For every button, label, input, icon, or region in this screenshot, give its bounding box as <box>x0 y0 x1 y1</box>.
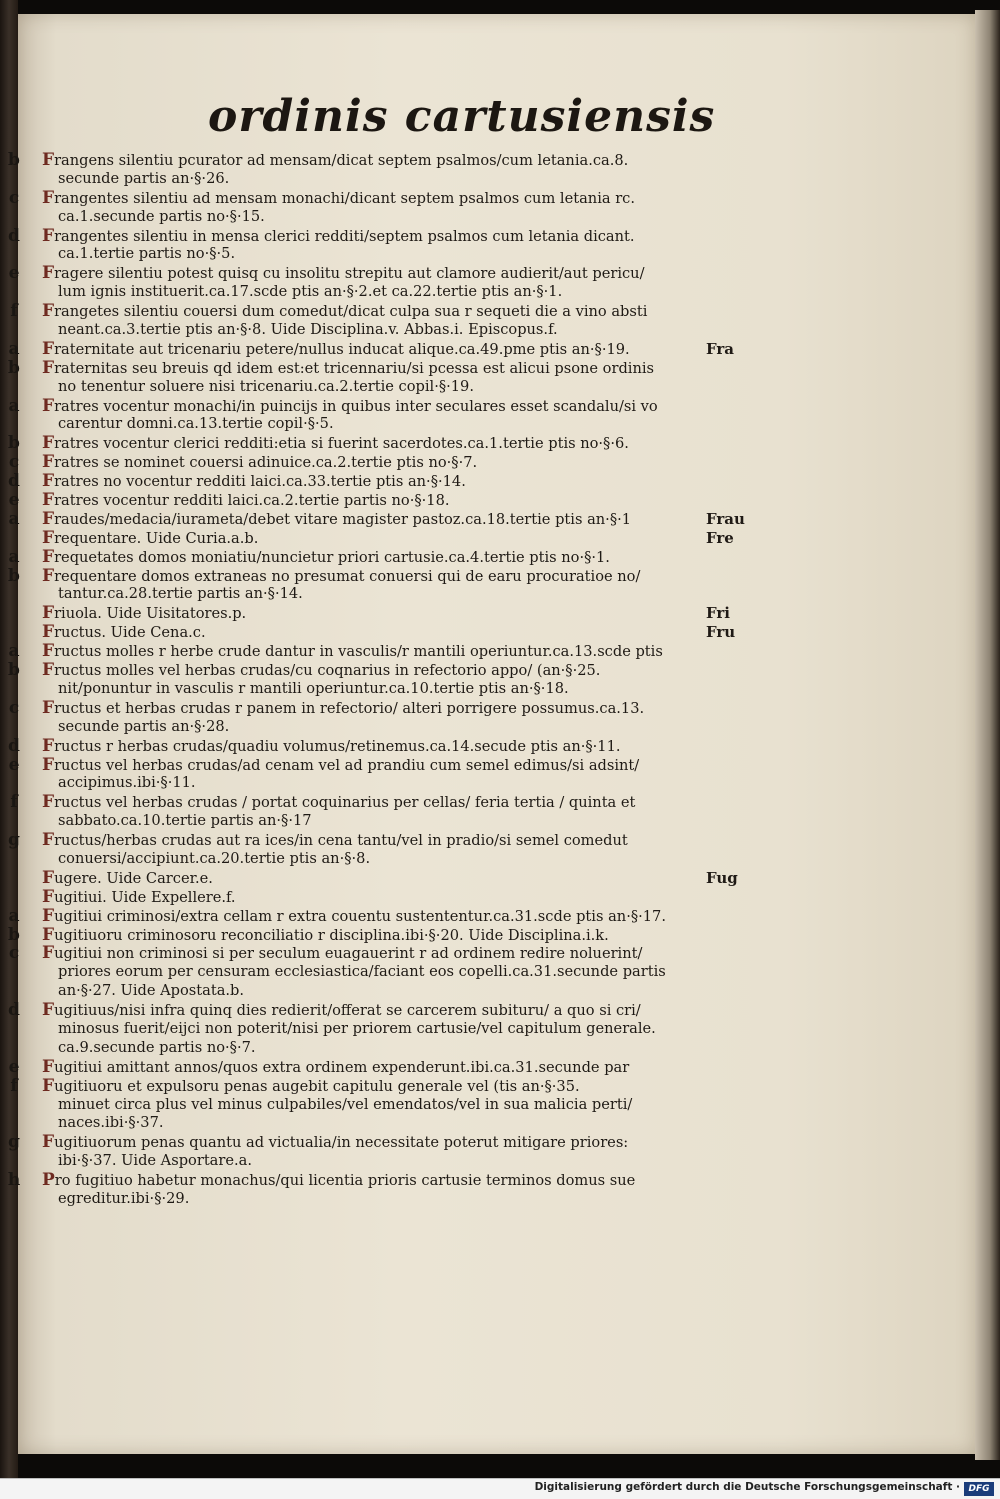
index-line <box>18 283 975 302</box>
index-line <box>8 924 975 945</box>
entry-continuation: ca.1.secunde partis no·§·15. <box>58 207 265 225</box>
initial-capital: F <box>42 943 55 964</box>
margin-letter: c <box>8 452 20 473</box>
margin-letter: a <box>8 546 20 567</box>
entry-text: Fratres se nominet couersi adinuice.ca.2.tertie ptis no·§·7. <box>42 452 478 473</box>
initial-capital: F <box>42 565 55 586</box>
index-line <box>18 170 975 189</box>
index-line <box>8 263 975 284</box>
index-line <box>18 604 975 623</box>
running-head-marginal: Fri <box>706 604 730 623</box>
index-line <box>8 660 975 681</box>
entry-text: Frangentes silentiu in mensa clerici redditi/septem psalmos cum letania dicant. <box>42 225 635 246</box>
footer-credit: Digitalisierung gefördert durch die Deutsche Forschungsgemeinschaft · <box>534 1481 960 1493</box>
initial-capital: F <box>42 660 55 681</box>
margin-letter: c <box>8 697 20 718</box>
margin-letter: a <box>8 395 20 416</box>
index-line <box>18 585 975 604</box>
index-line <box>18 1114 975 1133</box>
margin-letter: b <box>8 660 20 681</box>
margin-letter: e <box>8 1056 20 1077</box>
index-line <box>8 225 975 246</box>
index-line <box>8 641 975 662</box>
initial-capital: F <box>42 187 55 208</box>
margin-letter: d <box>8 225 20 246</box>
running-head-marginal: Fre <box>706 528 734 547</box>
index-line <box>8 357 975 378</box>
entry-text: Frequentare domos extraneas no presumat conuersi qui de earu procuratioe no/ <box>42 565 641 586</box>
index-line <box>18 1020 975 1039</box>
margin-letter: e <box>8 490 20 511</box>
initial-capital: P <box>42 1170 55 1191</box>
page-right-edge <box>975 10 1000 1460</box>
entry-text: Fructus molles vel herbas crudas/cu coqnarius in refectorio appo/ (an·§·25. <box>42 660 601 681</box>
index-line <box>18 321 975 340</box>
entry-text: Frangetes silentiu couersi dum comedut/dicat culpa sua r sequeti die a vino absti <box>42 301 648 322</box>
index-line <box>18 812 975 831</box>
entry-text: Fructus. Uide Cena.c. <box>42 622 206 643</box>
margin-letter: b <box>8 357 20 378</box>
margin-letter: b <box>8 433 20 454</box>
entry-continuation: no tenentur soluere nisi tricenariu.ca.2.tertie copil·§·19. <box>58 377 474 395</box>
index-line <box>8 754 975 775</box>
entry-text: Fructus vel herbas crudas/ad cenam vel ad prandiu cum semel edimus/si adsint/ <box>42 754 640 775</box>
initial-capital: F <box>42 924 55 945</box>
initial-capital: F <box>42 301 55 322</box>
margin-letter: g <box>8 1132 20 1153</box>
entry-continuation: nit/ponuntur in vasculis r mantili operiuntur.ca.10.tertie ptis an·§·18. <box>58 679 569 697</box>
entry-text: Fratres vocentur redditi laici.ca.2.tertie partis no·§·18. <box>42 490 450 511</box>
initial-capital: F <box>42 433 55 454</box>
index-line <box>8 452 975 473</box>
entry-continuation: ca.1.tertie partis no·§·5. <box>58 245 236 263</box>
entry-continuation: accipimus.ibi·§·11. <box>58 774 196 792</box>
initial-capital: F <box>42 1075 55 1096</box>
index-line <box>8 433 975 454</box>
index-line <box>18 1190 975 1209</box>
entry-text: Fragere silentiu potest quisq cu insolitu strepitu aut clamore audierit/aut pericu/ <box>42 263 645 284</box>
entry-continuation: tantur.ca.28.tertie partis an·§·14. <box>58 585 303 603</box>
initial-capital: F <box>42 754 55 775</box>
index-line <box>8 546 975 567</box>
entry-text: Frangens silentiu pcurator ad mensam/dicat septem psalmos/cum letania.ca.8. <box>42 150 629 170</box>
margin-letter: e <box>8 263 20 284</box>
entry-text: Fratres no vocentur redditi laici.ca.33.tertie ptis an·§·14. <box>42 471 466 492</box>
entry-text: Fugitiuorum penas quantu ad victualia/in necessitate poterut mitigare priores: <box>42 1132 629 1153</box>
margin-letter: d <box>8 471 20 492</box>
initial-capital: F <box>42 452 55 473</box>
entry-text: Fructus et herbas crudas r panem in refectorio/ alteri porrigere possumus.ca.13. <box>42 697 645 718</box>
margin-letter: e <box>8 754 20 775</box>
index-line <box>18 850 975 869</box>
initial-capital: F <box>42 546 55 567</box>
entry-continuation: conuersi/accipiunt.ca.20.tertie ptis an·§·8. <box>58 849 371 867</box>
initial-capital: F <box>42 357 55 378</box>
index-line <box>8 187 975 208</box>
entry-text: Frangentes silentiu ad mensam monachi/dicant septem psalmos cum letania rc. <box>42 187 635 208</box>
margin-letter: b <box>8 565 20 586</box>
index-line <box>18 774 975 793</box>
entry-text: Fraudes/medacia/iurameta/debet vitare magister pastoz.ca.18.tertie ptis an·§·1 <box>42 508 632 529</box>
initial-capital: F <box>42 830 55 851</box>
index-line <box>18 888 975 907</box>
index-line <box>18 245 975 264</box>
entry-text: Pro fugitiuo habetur monachus/qui licentia prioris cartusie terminos domus sue <box>42 1170 636 1191</box>
running-head-marginal: Fru <box>706 623 736 642</box>
initial-capital: F <box>42 150 55 170</box>
book-page <box>7 14 975 1454</box>
entry-continuation: minuet circa plus vel minus culpabiles/vel emendatos/vel in sua malicia perti/ <box>58 1095 633 1113</box>
index-line <box>10 792 975 813</box>
running-head-marginal: Fug <box>706 868 738 887</box>
running-head-marginal: Frau <box>706 509 745 528</box>
entry-text: Frequetates domos moniatiu/nuncietur priori cartusie.ca.4.tertie ptis no·§·1. <box>42 546 610 567</box>
index-line <box>8 943 975 964</box>
entry-text: Fugere. Uide Carcer.e. <box>42 867 213 888</box>
running-head-marginal: Fra <box>706 339 735 358</box>
index-line <box>18 529 975 548</box>
margin-letter: a <box>8 508 20 529</box>
entry-continuation: neant.ca.3.tertie ptis an·§·8. Uide Disciplina.v. Abbas.i. Episcopus.f. <box>58 321 558 339</box>
index-line <box>18 1096 975 1115</box>
entry-continuation: minosus fuerit/eijci non poterit/nisi per priorem cartusie/vel capitulum generale. <box>58 1019 656 1037</box>
entry-text: Fraternitate aut tricenariu petere/nullus inducat alique.ca.49.pme ptis an·§·19. <box>42 338 630 359</box>
initial-capital: F <box>42 395 55 416</box>
initial-capital: F <box>42 641 55 662</box>
index-line <box>18 963 975 982</box>
initial-capital: F <box>42 263 55 284</box>
entry-text: Frequentare. Uide Curia.a.b. <box>42 527 259 548</box>
initial-capital: F <box>42 490 55 511</box>
index-line <box>8 565 975 586</box>
entry-text: Fructus r herbas crudas/quadiu volumus/retinemus.ca.14.secude ptis an·§·11. <box>42 735 621 756</box>
entry-text: Fugitiui criminosi/extra cellam r extra couentu sustententur.ca.31.scde ptis an·§·17. <box>42 905 666 926</box>
index-line <box>8 905 975 926</box>
index-line <box>10 301 975 322</box>
entry-continuation: sabbato.ca.10.tertie partis an·§·17 <box>58 812 312 830</box>
entry-text: Fratres vocentur clerici redditi:etia si fuerint sacerdotes.ca.1.tertie ptis no·§·6. <box>42 433 629 454</box>
entry-text: Fugitiui. Uide Expellere.f. <box>42 886 236 907</box>
entry-text: Fugitiuoru et expulsoru penas augebit capitulu generale vel (tis an·§·35. <box>42 1075 580 1096</box>
margin-letter: a <box>8 338 20 359</box>
entry-continuation: ibi·§·37. Uide Asportare.a. <box>58 1152 252 1170</box>
initial-capital: F <box>42 471 55 492</box>
index-line <box>18 718 975 737</box>
dfg-logo: DFG <box>964 1482 994 1496</box>
footer-bar <box>0 1478 1000 1499</box>
margin-letter: a <box>8 905 20 926</box>
margin-letter: c <box>8 943 20 964</box>
margin-letter: d <box>8 735 20 756</box>
index-line <box>8 697 975 718</box>
entry-continuation: naces.ibi·§·37. <box>58 1114 164 1132</box>
initial-capital: F <box>42 1000 55 1021</box>
entry-text: Fructus vel herbas crudas / portat coquinarius per cellas/ feria tertia / quinta et <box>42 792 636 813</box>
index-line <box>18 623 975 642</box>
index-line <box>8 338 975 359</box>
margin-letter: b <box>8 924 20 945</box>
entry-continuation: secunde partis an·§·26. <box>58 169 230 187</box>
initial-capital: F <box>42 886 55 907</box>
index-line <box>18 1039 975 1058</box>
entry-text: Fratres vocentur monachi/in puincijs in quibus inter seculares esset scandalu/si vo <box>42 395 658 416</box>
index-line <box>18 680 975 699</box>
initial-capital: F <box>42 527 55 548</box>
initial-capital: F <box>42 867 55 888</box>
margin-letter: f <box>10 792 18 813</box>
initial-capital: F <box>42 225 55 246</box>
index-line <box>18 208 975 227</box>
index-line <box>8 735 975 756</box>
entry-text: Fugitiui non criminosi si per seculum euagauerint r ad ordinem redire noluerint/ <box>42 943 643 964</box>
initial-capital: F <box>42 735 55 756</box>
entry-text: Fraternitas seu breuis qd idem est:et tricennariu/si pcessa est alicui psone ordinis <box>42 357 655 378</box>
index-line <box>8 1000 975 1021</box>
entry-continuation: lum ignis instituerit.ca.17.scde ptis an·§·2.et ca.22.tertie ptis an·§·1. <box>58 283 563 301</box>
index-line <box>8 1056 975 1077</box>
index-line <box>8 395 975 416</box>
initial-capital: F <box>42 622 55 643</box>
page-heading: ordinis cartusiensis <box>208 91 716 142</box>
index-line <box>10 1075 975 1096</box>
margin-letter: d <box>8 1000 20 1021</box>
initial-capital: F <box>42 1132 55 1153</box>
index-line <box>18 982 975 1001</box>
entry-continuation: egreditur.ibi·§·29. <box>58 1189 190 1207</box>
index-entries <box>7 150 975 1209</box>
initial-capital: F <box>42 338 55 359</box>
index-line <box>8 471 975 492</box>
entry-text: Fugitiui amittant annos/quos extra ordinem expenderunt.ibi.ca.31.secunde par <box>42 1056 630 1077</box>
margin-letter: c <box>8 187 20 208</box>
initial-capital: F <box>42 697 55 718</box>
entry-text: Fugitiuoru criminosoru reconciliatio r disciplina.ibi·§·20. Uide Disciplina.i.k. <box>42 924 609 945</box>
initial-capital: F <box>42 792 55 813</box>
entry-continuation: carentur domni.ca.13.tertie copil·§·5. <box>58 415 334 433</box>
initial-capital: F <box>42 603 55 624</box>
entry-text: Friuola. Uide Uisitatores.p. <box>42 603 247 624</box>
entry-continuation: priores eorum per censuram ecclesiastica/faciant eos copelli.ca.31.secunde partis <box>58 963 666 981</box>
margin-letter: f <box>10 301 18 322</box>
entry-text: Fructus molles r herbe crude dantur in vasculis/r mantili operiuntur.ca.13.scde ptis <box>42 641 663 662</box>
entry-text: Fugitiuus/nisi infra quinq dies redierit/offerat se carcerem subituru/ a quo si cri/ <box>42 1000 641 1021</box>
margin-letter: h <box>7 1170 21 1191</box>
initial-capital: F <box>42 905 55 926</box>
index-line <box>7 1170 975 1191</box>
initial-capital: F <box>42 1056 55 1077</box>
index-line <box>8 1132 975 1153</box>
index-line <box>8 150 975 170</box>
margin-letter: b <box>8 150 20 170</box>
margin-letter: a <box>8 641 20 662</box>
entry-continuation: secunde partis an·§·28. <box>58 717 230 735</box>
entry-text: Fructus/herbas crudas aut ra ices/in cena tantu/vel in pradio/si semel comedut <box>42 830 628 851</box>
index-line <box>8 508 975 529</box>
index-line <box>18 415 975 434</box>
initial-capital: F <box>42 508 55 529</box>
margin-letter: g <box>8 830 20 851</box>
index-line <box>8 490 975 511</box>
entry-continuation: an·§·27. Uide Apostata.b. <box>58 982 245 1000</box>
index-line <box>18 869 975 888</box>
margin-letter: f <box>10 1075 18 1096</box>
index-line <box>18 378 975 397</box>
index-line <box>18 1152 975 1171</box>
index-line <box>8 830 975 851</box>
entry-continuation: ca.9.secunde partis no·§·7. <box>58 1038 256 1056</box>
